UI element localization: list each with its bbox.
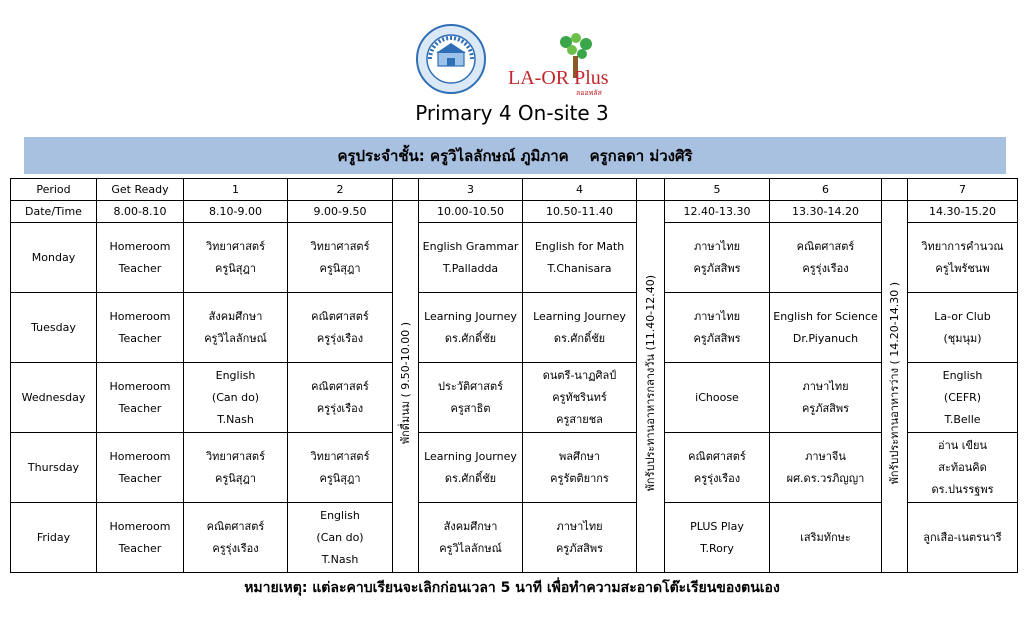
class-cell-line: คณิตศาสตร์ — [311, 309, 369, 323]
class-cell-line: ครูวิไลลักษณ์ — [439, 541, 502, 555]
class-cell — [665, 503, 770, 573]
class-cell — [288, 433, 393, 503]
la-or-plus-logo — [506, 32, 626, 98]
class-cell — [184, 293, 288, 363]
class-cell-line: ครูนิสุฎา — [319, 261, 361, 275]
time-get-ready: 8.00-8.10 — [97, 201, 184, 223]
time-7: 14.30-15.20 — [908, 201, 1018, 223]
class-cell-line: ครูภัสสิพร — [693, 261, 741, 275]
class-cell-line: ครูวิไลลักษณ์ — [204, 331, 267, 345]
class-cell-line: ผศ.ดร.วรภิญญา — [786, 471, 865, 485]
time-6: 13.30-14.20 — [770, 201, 882, 223]
brand-logo-text: LA-OR Plus — [508, 67, 609, 89]
class-cell-line: La-or Club — [934, 309, 991, 323]
class-cell-line: ครูรุ่งเรือง — [316, 401, 364, 415]
class-cell-line: Homeroom — [109, 309, 171, 323]
class-cell-line: วิทยาการคำนวณ — [921, 239, 1004, 253]
period-4: 4 — [523, 179, 637, 201]
class-cell-line: ครูรุ่งเรือง — [212, 541, 259, 555]
class-cell — [97, 223, 184, 293]
class-cell-line: คณิตศาสตร์ — [688, 449, 746, 463]
class-cell — [288, 223, 393, 293]
class-cell-line: English — [320, 508, 360, 522]
day-name: Thursday — [11, 433, 97, 503]
class-cell-line: เสริมทักษะ — [800, 530, 851, 544]
class-cell-line: ครูสายชล — [556, 412, 603, 426]
lunch-header-blank — [637, 179, 665, 201]
class-cell-line: ดร.ศักดิ์ชัย — [444, 331, 497, 345]
class-cell-line: English — [215, 368, 256, 382]
class-cell-line: (ชุมนุม) — [943, 331, 982, 345]
class-cell — [97, 293, 184, 363]
class-cell-line: ดร.ปนรรฐพร — [931, 482, 994, 496]
class-cell-line: สะท้อนคิด — [938, 460, 987, 474]
class-cell — [419, 363, 523, 433]
class-cell-line: Teacher — [118, 261, 162, 275]
class-cell — [665, 223, 770, 293]
day-row — [11, 363, 1018, 433]
class-cell-line: Learning Journey — [424, 449, 517, 463]
period-5: 5 — [665, 179, 770, 201]
period-6: 6 — [770, 179, 882, 201]
class-cell — [523, 293, 637, 363]
class-cell — [184, 363, 288, 433]
day-row — [11, 293, 1018, 363]
class-cell-line: ภาษาไทย — [802, 379, 849, 393]
class-cell-line: ลูกเสือ-เนตรนารี — [923, 530, 1002, 544]
class-cell-line: ครูนิสุฎา — [319, 471, 361, 485]
day-row — [11, 503, 1018, 573]
class-cell — [665, 293, 770, 363]
break-header-blank — [393, 179, 419, 201]
day-name: Friday — [11, 503, 97, 573]
class-cell-line: Teacher — [118, 541, 162, 555]
homeroom-teachers: ครูประจำชั้น: ครูวิไลลักษณ์ ภูมิภาค ครูกลดา ม่วงศิริ — [337, 146, 693, 165]
afternoon-break-label: พักรับประทานอาหารว่าง ( 14.20-14.30 ) — [887, 281, 901, 485]
period-1: 1 — [184, 179, 288, 201]
class-cell — [523, 433, 637, 503]
class-cell-line: Teacher — [118, 401, 162, 415]
day-name: Monday — [11, 223, 97, 293]
day-row — [11, 433, 1018, 503]
time-5: 12.40-13.30 — [665, 201, 770, 223]
class-cell — [770, 293, 882, 363]
class-cell-line: ดร.ศักดิ์ชัย — [553, 331, 606, 345]
class-cell-line: วิทยาศาสตร์ — [206, 239, 265, 253]
class-cell-line: Homeroom — [109, 519, 171, 533]
class-cell — [184, 433, 288, 503]
afternoon-break — [882, 201, 908, 573]
class-cell-line: สังคมศึกษา — [208, 309, 263, 323]
class-cell — [523, 503, 637, 573]
class-cell — [908, 433, 1018, 503]
class-cell — [419, 293, 523, 363]
class-cell-line: Dr.Piyanuch — [792, 331, 859, 345]
class-cell-line: English Grammar — [422, 239, 519, 253]
class-cell-line: (Can do) — [316, 530, 364, 544]
class-cell — [288, 293, 393, 363]
snack-header-blank — [882, 179, 908, 201]
lunch-break-label: พักรับประทานอาหารกลางวัน (11.40-12.40) — [643, 274, 657, 492]
homeroom-banner — [24, 137, 1006, 174]
class-cell-line: ดนตรี-นาฏศิลป์ — [542, 368, 617, 382]
time-2: 9.00-9.50 — [288, 201, 393, 223]
class-cell-line: คณิตศาสตร์ — [206, 519, 265, 533]
logos — [0, 22, 1024, 100]
brand-logo-subtext: ลออพลัส — [576, 90, 602, 97]
day-name: Tuesday — [11, 293, 97, 363]
class-cell-line: Teacher — [118, 471, 162, 485]
class-cell-line: English for Science — [773, 309, 878, 323]
class-cell-line: Homeroom — [109, 379, 171, 393]
class-cell-line: (CEFR) — [943, 390, 982, 404]
period-3: 3 — [419, 179, 523, 201]
class-cell — [523, 363, 637, 433]
time-label: Date/Time — [11, 201, 97, 223]
day-row — [11, 223, 1018, 293]
class-cell-line: Learning Journey — [533, 309, 626, 323]
class-cell-line: คณิตศาสตร์ — [796, 239, 855, 253]
class-cell — [665, 433, 770, 503]
class-cell-line: อ่าน เขียน — [937, 438, 988, 452]
class-cell-line: ครูรุ่งเรือง — [693, 471, 741, 485]
class-cell-line: ครูภัสสิพร — [555, 541, 604, 555]
school-seal-logo — [416, 24, 486, 94]
class-cell-line: ดร.ศักดิ์ชัย — [444, 471, 497, 485]
class-cell — [97, 363, 184, 433]
class-cell-line: ครูนิสุฎา — [214, 471, 257, 485]
time-3: 10.00-10.50 — [419, 201, 523, 223]
class-cell-line: ภาษาจีน — [805, 449, 846, 463]
class-cell-line: ครูสาธิต — [450, 401, 491, 415]
class-cell-line: วิทยาศาสตร์ — [310, 239, 370, 253]
time-4: 10.50-11.40 — [523, 201, 637, 223]
class-cell-line: สังคมศึกษา — [443, 519, 498, 533]
class-cell-line: ภาษาไทย — [693, 309, 741, 323]
class-cell-line: ครูไพรัชนพ — [935, 261, 990, 275]
class-cell-line: Homeroom — [109, 449, 171, 463]
class-cell-line: ภาษาไทย — [556, 519, 603, 533]
class-cell-line: ครูรุ่งเรือง — [802, 261, 849, 275]
class-cell — [665, 363, 770, 433]
class-cell — [770, 223, 882, 293]
class-cell-line: ครูภัสสิพร — [801, 401, 850, 415]
footnote: หมายเหตุ: แต่ละคาบเรียนจะเลิกก่อนเวลา 5 นาที เพื่อทำความสะอาดโต๊ะเรียนของตนเอง — [244, 580, 780, 596]
day-name: Wednesday — [11, 363, 97, 433]
class-cell-line: T.Palladda — [442, 261, 499, 275]
class-cell-line: T.Chanisara — [547, 261, 612, 275]
period-header-row — [11, 179, 1018, 201]
class-cell — [184, 223, 288, 293]
class-cell — [419, 223, 523, 293]
class-cell — [908, 223, 1018, 293]
class-cell-line: ภาษาไทย — [693, 239, 741, 253]
period-get-ready: Get Ready — [97, 179, 184, 201]
class-cell-line: Homeroom — [109, 239, 171, 253]
class-cell — [288, 363, 393, 433]
class-cell — [97, 433, 184, 503]
class-cell — [908, 363, 1018, 433]
class-cell — [419, 433, 523, 503]
class-cell-line: Teacher — [118, 331, 162, 345]
class-cell-line: T.Belle — [944, 412, 981, 426]
class-cell — [908, 293, 1018, 363]
period-label: Period — [11, 179, 97, 201]
class-cell-line: T.Rory — [700, 541, 734, 555]
period-7: 7 — [908, 179, 1018, 201]
morning-break — [393, 201, 419, 573]
class-cell — [288, 503, 393, 573]
time-header-row — [11, 201, 1018, 223]
time-1: 8.10-9.00 — [184, 201, 288, 223]
lunch-break — [637, 201, 665, 573]
class-cell-line: PLUS Play — [690, 519, 744, 533]
class-cell-line: ครูรุ่งเรือง — [316, 331, 364, 345]
class-cell-line: วิทยาศาสตร์ — [310, 449, 370, 463]
class-cell-line: วิทยาศาสตร์ — [206, 449, 265, 463]
class-cell-line: English for Math — [534, 239, 625, 253]
class-cell — [770, 363, 882, 433]
class-cell-line: คณิตศาสตร์ — [311, 379, 369, 393]
class-cell-line: ครูนิสุฎา — [214, 261, 257, 275]
timetable — [10, 178, 1018, 573]
class-cell-line: T.Nash — [217, 412, 254, 426]
class-cell — [97, 503, 184, 573]
period-2: 2 — [288, 179, 393, 201]
class-cell-line: ประวัติศาสตร์ — [437, 379, 504, 393]
class-cell-line: Learning Journey — [424, 309, 517, 323]
class-cell — [184, 503, 288, 573]
class-cell-line: English — [942, 368, 983, 382]
class-cell — [523, 223, 637, 293]
class-cell — [770, 503, 882, 573]
class-cell-line: (Can do) — [211, 390, 260, 404]
class-cell-line: ครูทัชรินทร์ — [552, 390, 607, 404]
class-cell-line: พลศึกษา — [558, 449, 601, 463]
page-title: Primary 4 On-site 3 — [415, 101, 609, 125]
class-cell-line: T.Nash — [321, 552, 359, 566]
class-cell — [770, 433, 882, 503]
class-cell-line: ครูภัสสิพร — [693, 331, 741, 345]
class-cell — [908, 503, 1018, 573]
class-cell-line: iChoose — [695, 390, 739, 404]
class-cell — [419, 503, 523, 573]
morning-break-label: พักดื่มนม ( 9.50-10.00 ) — [398, 321, 412, 445]
class-cell-line: ครูรัตติยากร — [550, 471, 609, 485]
